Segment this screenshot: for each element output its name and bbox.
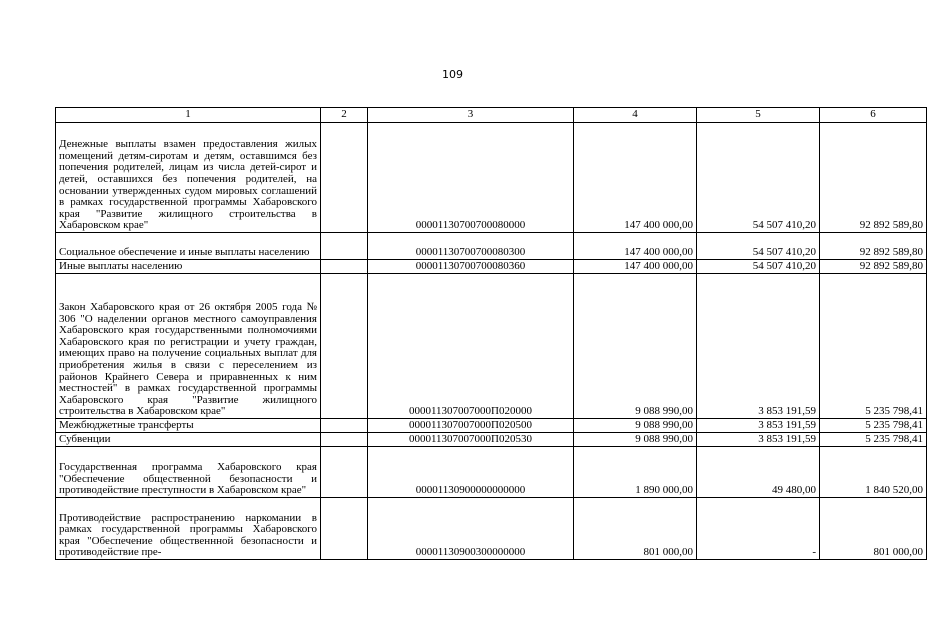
- row-value-4: 147 400 000,00: [574, 123, 697, 233]
- column-header-6: 6: [820, 108, 927, 123]
- column-header-3: 3: [368, 108, 574, 123]
- row-name: Иные выплаты населению: [56, 260, 321, 274]
- row-code: 00001130700700080360: [368, 260, 574, 274]
- budget-table: [55, 107, 927, 560]
- row-value-4: 147 400 000,00: [574, 233, 697, 260]
- row-code: 000011307007000П020000: [368, 274, 574, 419]
- row-value-4: 801 000,00: [574, 498, 697, 560]
- row-value-4: 9 088 990,00: [574, 433, 697, 447]
- row-col2: [321, 419, 368, 433]
- row-name: Субвенции: [56, 433, 321, 447]
- table-row: [56, 260, 927, 274]
- row-code: 00001130900300000000: [368, 498, 574, 560]
- row-value-5: 54 507 410,20: [697, 233, 820, 260]
- row-value-5: 54 507 410,20: [697, 123, 820, 233]
- row-value-5: -: [697, 498, 820, 560]
- table-header-row: [56, 108, 927, 123]
- row-name: Социальное обеспечение и иные выплаты населению: [56, 233, 321, 260]
- row-value-6: 5 235 798,41: [820, 274, 927, 419]
- column-header-5: 5: [697, 108, 820, 123]
- row-code: 000011307007000П020530: [368, 433, 574, 447]
- table-row: [56, 274, 927, 419]
- row-value-4: 147 400 000,00: [574, 260, 697, 274]
- table-row: [56, 498, 927, 560]
- row-col2: [321, 123, 368, 233]
- row-value-4: 9 088 990,00: [574, 419, 697, 433]
- table-row: [56, 123, 927, 233]
- row-col2: [321, 233, 368, 260]
- row-name: Межбюджетные трансферты: [56, 419, 321, 433]
- column-header-1: 1: [56, 108, 321, 123]
- row-value-5: 54 507 410,20: [697, 260, 820, 274]
- row-value-6: 5 235 798,41: [820, 433, 927, 447]
- row-code: 000011307007000П020500: [368, 419, 574, 433]
- row-name: Государственная программа Хабаровского края "Обеспечение общественной безопасности и противодействие преступности в Хабаровском крае": [56, 447, 321, 498]
- row-value-6: 801 000,00: [820, 498, 927, 560]
- column-header-4: 4: [574, 108, 697, 123]
- row-col2: [321, 260, 368, 274]
- column-header-2: 2: [321, 108, 368, 123]
- row-name: Противодействие распространению наркомании в рамках государственной программы Хабаровского края "Обеспечение общественнной безопасности и противодействие пре-: [56, 498, 321, 560]
- row-value-5: 3 853 191,59: [697, 433, 820, 447]
- row-col2: [321, 274, 368, 419]
- table-row: [56, 419, 927, 433]
- row-value-4: 9 088 990,00: [574, 274, 697, 419]
- table-row: [56, 233, 927, 260]
- table-row: [56, 447, 927, 498]
- row-col2: [321, 447, 368, 498]
- row-value-6: 92 892 589,80: [820, 123, 927, 233]
- row-value-6: 1 840 520,00: [820, 447, 927, 498]
- row-value-5: 49 480,00: [697, 447, 820, 498]
- table-row: [56, 433, 927, 447]
- row-name: Закон Хабаровского края от 26 октября 2005 года № 306 "О наделении органов местного самоуправления Хабаровского края государственными полномочиями Хабаровского края по регистрации и учету граждан, имеющих право на получение социальных выплат для приобретения жилья в связи с переселением из районов Крайнего Севера и приравненных к ним местностей" в рамках государственной программы Хабаровского края "Развитие жилищного строительства в Хабаровском крае": [56, 274, 321, 419]
- row-code: 00001130700700080300: [368, 233, 574, 260]
- row-code: 00001130900000000000: [368, 447, 574, 498]
- row-col2: [321, 433, 368, 447]
- row-value-5: 3 853 191,59: [697, 419, 820, 433]
- row-value-4: 1 890 000,00: [574, 447, 697, 498]
- row-value-6: 92 892 589,80: [820, 260, 927, 274]
- row-value-6: 92 892 589,80: [820, 233, 927, 260]
- row-value-6: 5 235 798,41: [820, 419, 927, 433]
- row-value-5: 3 853 191,59: [697, 274, 820, 419]
- row-code: 00001130700700080000: [368, 123, 574, 233]
- page-number: 109: [442, 68, 463, 81]
- row-name: Денежные выплаты взамен предоставления жилых помещений детям-сиротам и детям, оставшимся без попечения родителей, лицам из числа детей-сирот и детей, оставшихся без попечения родителей, на основании утвержденных судом мировых соглашений в рамках государственной программы Хабаровского края "Развитие жилищного строительства в Хабаровском крае": [56, 123, 321, 233]
- row-col2: [321, 498, 368, 560]
